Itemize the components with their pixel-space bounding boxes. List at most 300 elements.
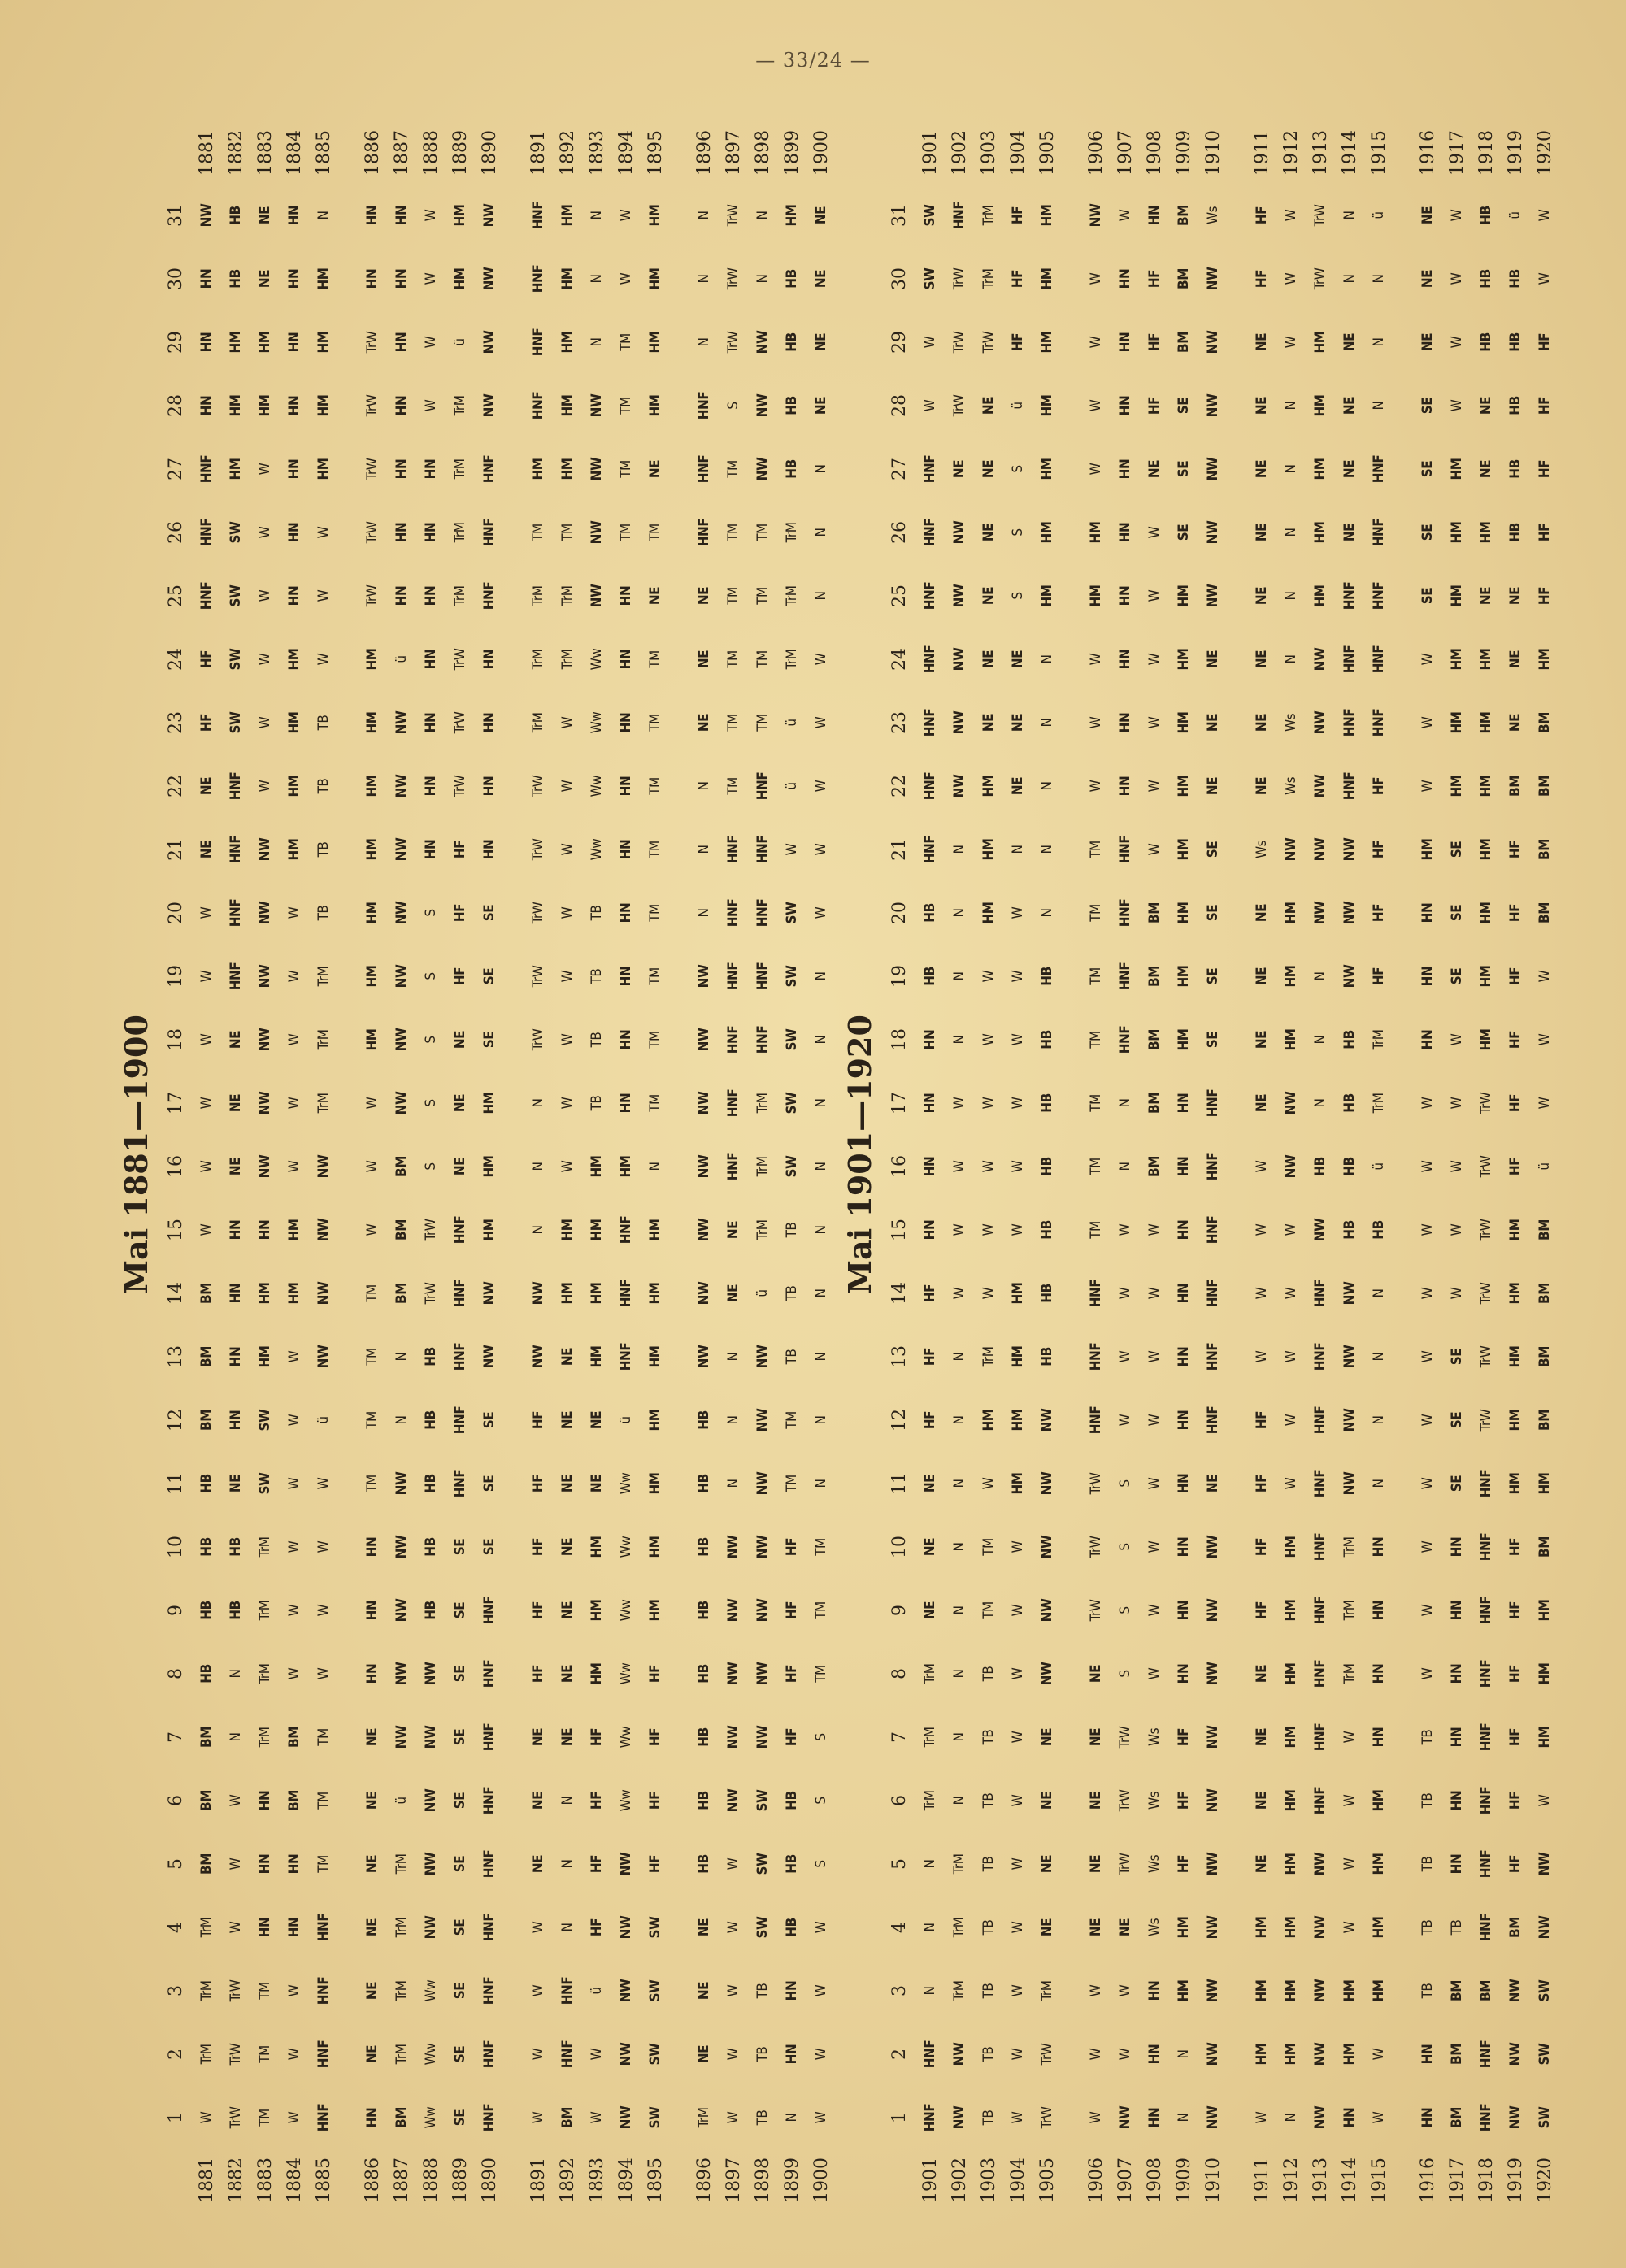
- weather-code: HN: [1419, 2044, 1436, 2065]
- year-label: 1911: [1251, 130, 1272, 176]
- weather-code: NE: [1088, 1791, 1104, 1810]
- weather-cell: [611, 1705, 641, 1769]
- weather-code: W: [784, 843, 800, 856]
- weather-cell: [1306, 311, 1335, 374]
- year-label: 1893: [586, 130, 607, 176]
- weather-code: HNF: [725, 962, 741, 991]
- weather-code: S: [813, 1797, 829, 1805]
- weather-code: N: [1039, 718, 1055, 728]
- weather-cell: [915, 1832, 945, 1896]
- weather-code: HB: [1507, 396, 1524, 415]
- weather-code: HM: [559, 267, 576, 290]
- weather-code: W: [1537, 1794, 1553, 1807]
- weather-cell: [777, 1515, 806, 1579]
- weather-code: W: [286, 906, 302, 919]
- table-row: [641, 122, 670, 2211]
- weather-code: W: [1283, 1414, 1299, 1427]
- weather-cell: [1364, 374, 1393, 437]
- weather-cell: [1501, 628, 1530, 691]
- weather-cell: [387, 1642, 416, 1705]
- weather-cell: [250, 184, 280, 247]
- year-label: 1899: [781, 130, 802, 176]
- weather-code: W: [813, 716, 829, 729]
- weather-code: TB: [980, 1792, 997, 1809]
- weather-code: NE: [228, 1157, 244, 1176]
- weather-code: HM: [1283, 1599, 1299, 1622]
- weather-code: NW: [1205, 1598, 1221, 1623]
- weather-cell: [280, 1642, 309, 1705]
- weather-cell: [553, 1198, 582, 1262]
- weather-code: W: [1010, 2048, 1026, 2061]
- corner-cell: [883, 122, 915, 184]
- weather-cell: [1530, 2023, 1559, 2086]
- weather-code: NW: [951, 584, 967, 608]
- weather-code: N: [1039, 908, 1055, 918]
- weather-cell: [553, 1896, 582, 1959]
- table-row: [221, 122, 250, 2211]
- weather-code: HM: [452, 204, 468, 227]
- weather-code: NE: [589, 1474, 605, 1493]
- weather-cell: [524, 1262, 553, 1325]
- weather-code: W: [951, 1097, 967, 1110]
- weather-cell: [387, 1832, 416, 1896]
- day-number: 11: [889, 1472, 910, 1495]
- weather-code: NW: [530, 1345, 546, 1369]
- weather-code: NE: [1254, 523, 1270, 542]
- weather-code: NW: [1312, 710, 1328, 735]
- weather-code: HM: [364, 838, 380, 861]
- weather-code: HM: [1478, 965, 1494, 988]
- day-number: 28: [889, 394, 910, 417]
- year-label: 1897: [723, 2157, 744, 2203]
- weather-code: W: [228, 1794, 244, 1807]
- table-block-1881-1900: [114, 98, 832, 2211]
- weather-code: HM: [647, 267, 663, 290]
- weather-cell: [1033, 1959, 1062, 2023]
- weather-cell: [1501, 1896, 1530, 1959]
- weather-cell: [1033, 818, 1062, 881]
- weather-code: BM: [286, 1727, 302, 1748]
- weather-code: HNF: [1478, 1849, 1494, 1879]
- weather-code: TrM: [922, 1790, 938, 1811]
- weather-code: W: [980, 1223, 997, 1236]
- weather-code: S: [1117, 1606, 1133, 1614]
- weather-cell: [1111, 1579, 1140, 1642]
- weather-code: W: [1117, 1350, 1133, 1363]
- weather-cell: [1306, 945, 1335, 1008]
- weather-code: HM: [559, 1219, 576, 1241]
- weather-cell: [1033, 311, 1062, 374]
- year-label: 1896: [693, 130, 715, 176]
- weather-code: W: [315, 1667, 332, 1680]
- weather-cell: [689, 1388, 719, 1452]
- weather-code: W: [423, 336, 439, 349]
- weather-code: HB: [228, 206, 244, 225]
- weather-code: HM: [1176, 648, 1192, 671]
- group-spacer: [1062, 122, 1081, 2211]
- day-number: 11: [165, 1472, 186, 1495]
- weather-cell: [1335, 1896, 1364, 1959]
- weather-cell: [1306, 1832, 1335, 1896]
- weather-cell: [446, 184, 475, 247]
- weather-code: HB: [696, 1410, 712, 1430]
- weather-code: ü: [393, 655, 410, 663]
- weather-code: W: [1449, 1033, 1465, 1046]
- weather-cell: [611, 818, 641, 881]
- weather-code: Ww: [618, 1789, 634, 1812]
- weather-code: HB: [423, 1410, 439, 1430]
- weather-code: HB: [1341, 1220, 1358, 1240]
- weather-cell: [280, 1198, 309, 1262]
- weather-cell: [1276, 1832, 1306, 1896]
- weather-cell: [1003, 1198, 1033, 1262]
- weather-code: W: [1537, 209, 1553, 222]
- weather-code: NE: [1088, 1918, 1104, 1937]
- weather-code: NW: [754, 330, 771, 354]
- weather-cell: [1111, 881, 1140, 945]
- weather-code: HN: [286, 205, 302, 226]
- weather-code: HNF: [228, 835, 244, 864]
- weather-code: HNF: [696, 518, 712, 547]
- weather-code: TB: [1419, 1729, 1436, 1745]
- weather-code: TrW: [228, 2106, 244, 2129]
- weather-code: W: [1537, 1033, 1553, 1046]
- weather-cell: [974, 2086, 1003, 2149]
- weather-code: W: [423, 209, 439, 222]
- weather-code: NE: [980, 396, 997, 415]
- weather-code: W: [257, 780, 273, 793]
- weather-code: TM: [1088, 841, 1104, 858]
- weather-code: N: [922, 1859, 938, 1869]
- weather-cell: [582, 1071, 611, 1135]
- weather-cell: [1530, 881, 1559, 945]
- weather-code: W: [1419, 1350, 1436, 1363]
- weather-code: HNF: [1205, 1279, 1221, 1308]
- weather-cell: [915, 311, 945, 374]
- weather-code: W: [813, 780, 829, 793]
- weather-cell: [1472, 1896, 1501, 1959]
- day-number: 21: [889, 838, 910, 861]
- weather-code: HF: [1537, 332, 1553, 352]
- weather-cell: [1033, 374, 1062, 437]
- weather-cell: [524, 1515, 553, 1579]
- weather-code: NW: [1205, 330, 1221, 354]
- weather-code: HM: [1507, 1345, 1524, 1368]
- weather-code: HB: [1478, 269, 1494, 289]
- weather-cell: [974, 691, 1003, 754]
- weather-code: HM: [618, 1155, 634, 1178]
- weather-cell: [192, 1959, 221, 2023]
- weather-cell: [611, 1135, 641, 1198]
- weather-code: HB: [784, 332, 800, 352]
- weather-code: TM: [618, 397, 634, 415]
- spacer-cell: [670, 122, 689, 2211]
- weather-code: S: [423, 1162, 439, 1171]
- weather-code: TrM: [1341, 1600, 1358, 1621]
- weather-code: HN: [228, 1346, 244, 1367]
- weather-code: NE: [813, 332, 829, 352]
- weather-code: HN: [1117, 332, 1133, 353]
- weather-code: HM: [1176, 1979, 1192, 2002]
- weather-cell: [1472, 945, 1501, 1008]
- weather-code: TB: [589, 968, 605, 984]
- weather-code: HM: [1039, 584, 1055, 607]
- weather-code: W: [1283, 1287, 1299, 1300]
- weather-code: NW: [315, 1154, 332, 1179]
- weather-cell: [777, 1832, 806, 1896]
- weather-cell: [945, 311, 974, 374]
- weather-code: HM: [228, 394, 244, 417]
- weather-cell: [641, 1452, 670, 1515]
- weather-code: NE: [1341, 332, 1358, 352]
- weather-cell: [719, 754, 748, 818]
- weather-code: TrM: [784, 522, 800, 543]
- weather-code: N: [922, 1923, 938, 1932]
- weather-code: ü: [589, 1987, 605, 1995]
- weather-cell: [1081, 1642, 1111, 1705]
- weather-cell: [446, 691, 475, 754]
- weather-cell: [915, 1071, 945, 1135]
- weather-cell: [1247, 1452, 1276, 1515]
- weather-cell: [1198, 311, 1228, 374]
- weather-code: W: [1010, 1921, 1026, 1934]
- weather-code: NW: [1312, 837, 1328, 862]
- weather-code: TM: [1088, 967, 1104, 985]
- weather-cell: [806, 311, 836, 374]
- weather-code: TrM: [530, 649, 546, 670]
- weather-code: TB: [1449, 1919, 1465, 1936]
- weather-code: HN: [1176, 1536, 1192, 1558]
- weather-cell: [1169, 247, 1198, 311]
- weather-cell: [1501, 881, 1530, 945]
- weather-code: HM: [257, 1345, 273, 1368]
- weather-code: HNF: [1117, 1025, 1133, 1054]
- weather-cell: [777, 691, 806, 754]
- weather-cell: [1413, 501, 1442, 564]
- weather-type-table: [883, 122, 1559, 2211]
- weather-code: N: [559, 1796, 576, 1805]
- weather-code: HF: [647, 1664, 663, 1684]
- weather-code: HNF: [754, 898, 771, 928]
- weather-code: HM: [257, 394, 273, 417]
- weather-cell: [1247, 1832, 1276, 1896]
- weather-code: W: [1146, 526, 1163, 539]
- weather-code: HM: [1507, 1409, 1524, 1432]
- weather-code: NE: [922, 1601, 938, 1620]
- weather-code: NW: [754, 1725, 771, 1749]
- weather-code: NW: [696, 1281, 712, 1306]
- weather-cell: [945, 881, 974, 945]
- table-row: [524, 122, 553, 2211]
- weather-code: TrW: [1478, 1282, 1494, 1305]
- weather-cell: [1501, 1579, 1530, 1642]
- weather-cell: [611, 1008, 641, 1071]
- weather-cell: [553, 1008, 582, 1071]
- weather-code: SE: [1419, 587, 1436, 605]
- weather-cell: [1472, 1388, 1501, 1452]
- weather-code: N: [813, 1162, 829, 1171]
- weather-cell: [1413, 754, 1442, 818]
- weather-cell: [1003, 1388, 1033, 1452]
- weather-cell: [524, 945, 553, 1008]
- weather-cell: [309, 1705, 338, 1769]
- table-row: [1306, 122, 1335, 2211]
- weather-cell: [1364, 1705, 1393, 1769]
- weather-cell: [1442, 1388, 1472, 1452]
- weather-cell: [1501, 184, 1530, 247]
- weather-cell: [1198, 437, 1228, 501]
- weather-cell: [1198, 818, 1228, 881]
- weather-cell: [1442, 1135, 1472, 1198]
- year-label: 1901: [920, 130, 941, 176]
- weather-cell: [1247, 2023, 1276, 2086]
- weather-cell: [1413, 945, 1442, 1008]
- weather-cell: [221, 501, 250, 564]
- weather-code: Ws: [1146, 1727, 1163, 1747]
- weather-code: TrM: [922, 1663, 938, 1684]
- weather-code: HNF: [228, 962, 244, 991]
- weather-code: NW: [257, 1028, 273, 1052]
- weather-cell: [553, 1452, 582, 1515]
- weather-cell: [1530, 1135, 1559, 1198]
- weather-code: SE: [481, 1475, 498, 1492]
- weather-cell: [1530, 691, 1559, 754]
- weather-code: SW: [647, 2043, 663, 2066]
- weather-code: W: [1283, 1350, 1299, 1363]
- weather-cell: [806, 1388, 836, 1452]
- weather-code: SW: [257, 1409, 273, 1432]
- weather-code: NW: [1312, 1979, 1328, 2003]
- weather-code: W: [1283, 272, 1299, 285]
- weather-code: W: [559, 843, 576, 856]
- weather-cell: [1198, 881, 1228, 945]
- weather-cell: [806, 1642, 836, 1705]
- weather-code: N: [951, 971, 967, 981]
- weather-cell: [1003, 2086, 1033, 2149]
- weather-code: ü: [618, 1416, 634, 1424]
- weather-code: NW: [481, 267, 498, 291]
- weather-code: HM: [364, 1028, 380, 1051]
- weather-cell: [221, 1198, 250, 1262]
- weather-code: HM: [589, 1219, 605, 1241]
- weather-cell: [719, 311, 748, 374]
- weather-cell: [280, 437, 309, 501]
- weather-code: HB: [696, 1727, 712, 1747]
- weather-code: HM: [1449, 648, 1465, 671]
- weather-cell: [1306, 564, 1335, 628]
- weather-code: HF: [198, 713, 215, 732]
- weather-code: SE: [452, 1665, 468, 1683]
- weather-code: NW: [1205, 520, 1221, 545]
- weather-code: W: [1146, 1477, 1163, 1490]
- weather-cell: [1472, 1135, 1501, 1198]
- weather-code: HN: [1371, 1727, 1387, 1748]
- weather-cell: [611, 1262, 641, 1325]
- weather-code: HNF: [481, 1596, 498, 1625]
- weather-cell: [358, 1388, 387, 1452]
- weather-code: HM: [1449, 521, 1465, 544]
- weather-code: HN: [393, 332, 410, 353]
- weather-code: HN: [481, 776, 498, 797]
- weather-cell: [1364, 1515, 1393, 1579]
- weather-cell: [641, 1642, 670, 1705]
- weather-cell: [915, 754, 945, 818]
- weather-cell: [1169, 1705, 1198, 1769]
- weather-code: NE: [1254, 713, 1270, 732]
- weather-cell: [1442, 818, 1472, 881]
- weather-cell: [280, 1832, 309, 1896]
- weather-code: W: [1146, 1667, 1163, 1680]
- weather-cell: [806, 1515, 836, 1579]
- weather-cell: [1140, 501, 1169, 564]
- weather-cell: [387, 1388, 416, 1452]
- weather-cell: [309, 2023, 338, 2086]
- weather-code: SE: [452, 1792, 468, 1810]
- year-label: 1902: [949, 130, 970, 176]
- weather-cell: [1247, 501, 1276, 564]
- weather-cell: [1530, 374, 1559, 437]
- weather-code: W: [1537, 970, 1553, 983]
- weather-cell: [475, 184, 504, 247]
- weather-cell: [582, 2023, 611, 2086]
- weather-code: HNF: [1341, 581, 1358, 610]
- weather-cell: [475, 1452, 504, 1515]
- weather-code: NW: [1205, 457, 1221, 481]
- weather-cell: [1413, 1959, 1442, 2023]
- weather-code: W: [286, 2111, 302, 2124]
- weather-code: TrW: [725, 204, 741, 227]
- weather-cell: [1364, 501, 1393, 564]
- weather-cell: [1335, 1071, 1364, 1135]
- weather-cell: [1033, 945, 1062, 1008]
- day-number: 17: [165, 1092, 186, 1114]
- weather-code: HN: [423, 585, 439, 606]
- weather-cell: [475, 1262, 504, 1325]
- weather-cell: [446, 1388, 475, 1452]
- weather-code: HM: [647, 204, 663, 227]
- weather-code: NW: [1039, 1535, 1055, 1559]
- weather-code: NE: [1478, 459, 1494, 479]
- weather-code: TM: [647, 967, 663, 985]
- weather-cell: [1033, 184, 1062, 247]
- weather-cell: [475, 818, 504, 881]
- weather-code: N: [951, 1796, 967, 1805]
- weather-code: HNF: [452, 1342, 468, 1371]
- weather-code: W: [1449, 1160, 1465, 1173]
- year-label: 1914: [1339, 2157, 1360, 2203]
- weather-code: TrW: [452, 648, 468, 671]
- weather-code: HM: [286, 838, 302, 861]
- weather-code: HB: [1039, 1284, 1055, 1303]
- weather-code: NE: [1254, 650, 1270, 669]
- weather-cell: [1472, 184, 1501, 247]
- weather-cell: [1140, 818, 1169, 881]
- weather-cell: [1472, 1262, 1501, 1325]
- weather-code: HNF: [1117, 962, 1133, 991]
- weather-cell: [1140, 564, 1169, 628]
- weather-cell: [358, 1135, 387, 1198]
- weather-code: W: [286, 1097, 302, 1110]
- weather-cell: [1530, 1579, 1559, 1642]
- weather-code: S: [423, 1099, 439, 1107]
- weather-cell: [1081, 1515, 1111, 1579]
- weather-cell: [719, 691, 748, 754]
- weather-code: HNF: [1478, 1723, 1494, 1752]
- weather-cell: [387, 1579, 416, 1642]
- weather-code: W: [1449, 336, 1465, 349]
- weather-cell: [1364, 1325, 1393, 1388]
- weather-cell: [806, 1832, 836, 1896]
